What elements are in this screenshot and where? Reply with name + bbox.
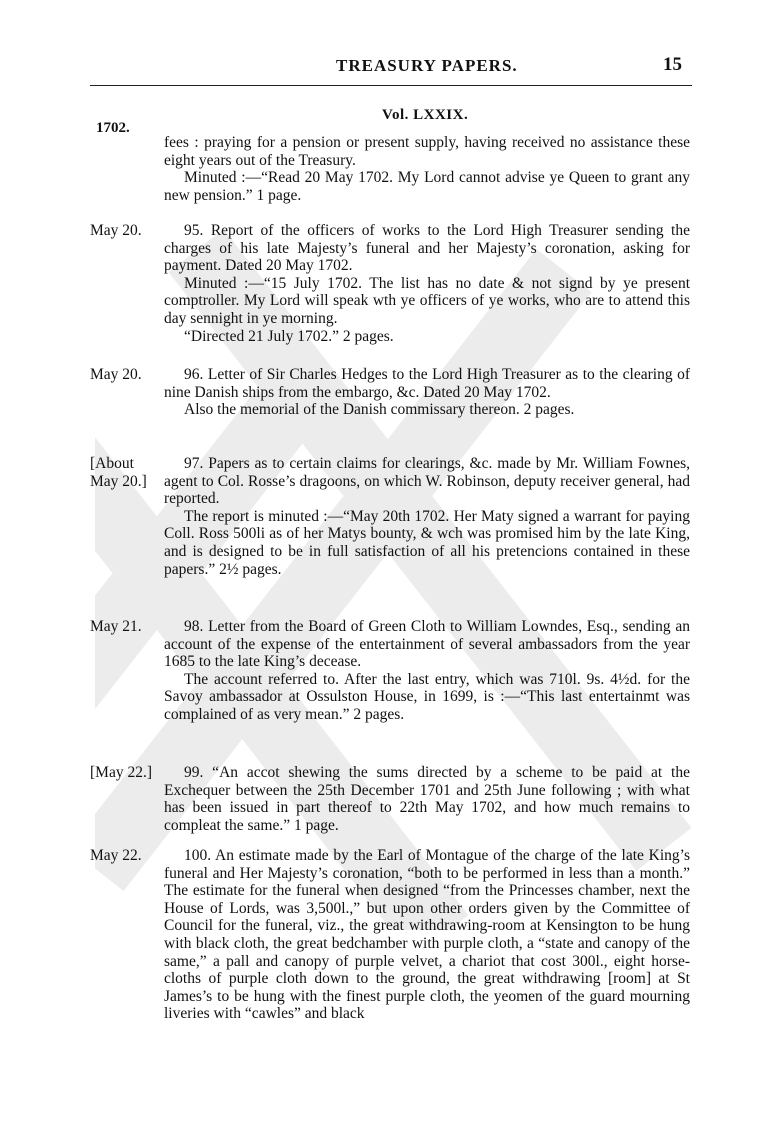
entry-body — [164, 134, 690, 204]
entry-body — [164, 222, 690, 345]
entry-date: May 20. — [90, 366, 142, 383]
entry-paragraph: fees : praying for a pension or present supply, having received no assistance these eight years out of the Treasury. — [164, 134, 690, 169]
entry-paragraph: 97. Papers as to certain claims for clearings, &c. made by Mr. William Fownes, agent to Col. Rosse’s dragoons, on which W. Robinson, deputy receiver general, had reported. — [164, 455, 690, 508]
entry-paragraph: The report is minuted :—“May 20th 1702. Her Maty signed a warrant for paying Coll. Ross 500li as of her Matys bounty, & wch was promised him by the late King, and is designed to be in full satisfaction of all his pretencions contained in these papers.” 2½ pages. — [164, 507, 690, 578]
entry-body — [164, 618, 690, 724]
running-title: TREASURY PAPERS. — [336, 56, 518, 75]
entry-date: May 21. — [90, 618, 142, 635]
entry-paragraph: Also the memorial of the Danish commissary thereon. 2 pages. — [184, 401, 575, 419]
entry-body — [164, 847, 690, 1023]
entry-paragraph: 99. “An accot shewing the sums directed by a scheme to be paid at the Exchequer between the 25th December 1701 and 25th June following ; with what has been issued in part thereof to 22th May 1702, and how much remains to compleat the same.” 1 page. — [164, 764, 690, 834]
entry-paragraph: Minuted :—“15 July 1702. The list has no date & not signd by ye present comptroller. My Lord will speak wth ye officers of ye works, who are to attend this day sennight in ye morning. — [164, 274, 690, 327]
entry-paragraph: 98. Letter from the Board of Green Cloth to William Lowndes, Esq., sending an account of the expense of the entertainment of several ambassadors from the year 1685 to the late King’s decease. — [164, 618, 690, 671]
entry-paragraph: 100. An estimate made by the Earl of Montague of the charge of the late King’s funeral and Her Majesty’s coronation, “both to be performed in less than a month.” The estimate for the funeral when designed “from the Princesses chamber, next the House of Lords, was 3,500l.,” but upon other orders given by the Committee of Council for the funeral, viz., the great withdrawing-room at Kensington to be hung with black cloth, the great bedchamber with purple cloth, a “state and canopy of the same,” a pall and canopy of purple velvet, a chariot that cost 300l., eight horse-cloths of purple cloth down to the ground, the great withdrawing [room] at St James’s to be hung with the finest purple cloth, the yeomen of the guard mourning liveries with “cawles” and black — [164, 847, 690, 1023]
entry-date: May 22. — [90, 847, 142, 864]
entry-body — [164, 455, 690, 578]
header-rule — [90, 85, 692, 86]
entry-body — [164, 366, 690, 419]
entry-paragraph: “Directed 21 July 1702.” 2 pages. — [184, 327, 394, 345]
entry-paragraph: 95. Report of the officers of works to the Lord High Treasurer sending the charges of his late Majesty’s funeral and her Majesty’s coronation, asking for payment. Dated 20 May 1702. — [164, 222, 690, 275]
entry-paragraph: 96. Letter of Sir Charles Hedges to the Lord High Treasurer as to the clearing of nine Danish ships from the embargo, &c. Dated 20 May 1702. — [164, 366, 690, 401]
page-number: 15 — [663, 54, 682, 75]
entry-date: [About May 20.] — [90, 455, 147, 490]
entry-date: [May 22.] — [90, 764, 152, 781]
volume-heading: Vol. LXXIX. — [382, 107, 469, 123]
entry-paragraph: Minuted :—“Read 20 May 1702. My Lord cannot advise ye Queen to grant any new pension.” 1 page. — [164, 169, 690, 204]
entry-body — [164, 764, 690, 834]
entry-paragraph: The account referred to. After the last entry, which was 710l. 9s. 4½d. for the Savoy ambassador at Ossulston House, in 1699, is :—“This last entertainmt was complained of as very mean.” 2 pages. — [164, 670, 690, 723]
entry-date: May 20. — [90, 222, 142, 239]
year-marginal: 1702. — [96, 120, 130, 136]
